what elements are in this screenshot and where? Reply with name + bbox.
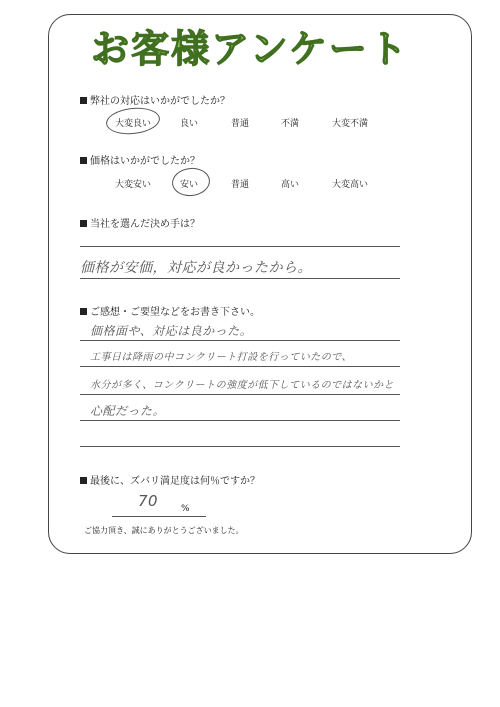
satisfaction-underline bbox=[112, 516, 206, 517]
q4-answer-line-4[interactable]: 心配だった。 bbox=[90, 404, 166, 418]
q2-option-1[interactable]: 大変安い bbox=[114, 180, 152, 190]
q1-option-4[interactable]: 不満 bbox=[280, 119, 300, 129]
square-bullet-icon bbox=[80, 157, 87, 164]
question-3-label: 当社を選んだ決め手は？ bbox=[90, 219, 200, 230]
question-2-label: 価格はいかがでしたか？ bbox=[90, 156, 200, 167]
answer-line bbox=[80, 246, 400, 247]
question-4 bbox=[80, 303, 260, 318]
answer-line bbox=[80, 366, 400, 367]
q1-option-5[interactable]: 大変不満 bbox=[331, 119, 369, 129]
survey-title: お客様アンケート bbox=[91, 27, 409, 71]
question-1-label: 弊社の対応はいかがでしたか？ bbox=[90, 96, 230, 107]
q1-option-1[interactable]: 大変良い bbox=[114, 119, 152, 129]
answer-line bbox=[80, 446, 400, 447]
square-bullet-icon bbox=[80, 97, 87, 104]
satisfaction-value[interactable]: 70 bbox=[138, 492, 159, 510]
square-bullet-icon bbox=[80, 308, 87, 315]
answer-line bbox=[80, 340, 400, 341]
percent-unit: % bbox=[181, 504, 190, 514]
q2-option-5[interactable]: 大変高い bbox=[331, 180, 369, 190]
q1-option-3[interactable]: 普通 bbox=[230, 119, 250, 129]
q2-option-4[interactable]: 高い bbox=[280, 180, 300, 190]
thanks-message: ご協力頂き、誠にありがとうございました。 bbox=[84, 526, 244, 535]
answer-line bbox=[80, 420, 400, 421]
q4-answer-line-2[interactable]: 工事日は降雨の中コンクリート打設を行っていたので、 bbox=[90, 352, 353, 363]
q4-answer-line-3[interactable]: 水分が多く、コンクリートの強度が低下しているのではないかと bbox=[90, 380, 395, 391]
question-4-label: ご感想・ご要望などをお書き下さい。 bbox=[90, 307, 260, 318]
question-2-options bbox=[0, 173, 500, 193]
square-bullet-icon bbox=[80, 220, 87, 227]
square-bullet-icon bbox=[80, 477, 87, 484]
question-1 bbox=[80, 92, 230, 107]
question-5 bbox=[80, 472, 260, 487]
q2-option-2[interactable]: 安い bbox=[179, 180, 199, 190]
answer-line bbox=[80, 278, 400, 279]
question-2 bbox=[80, 152, 200, 167]
answer-line bbox=[80, 394, 400, 395]
question-1-options bbox=[0, 112, 500, 132]
question-3 bbox=[80, 215, 200, 230]
q4-answer-line-1[interactable]: 価格面や、対応は良かった。 bbox=[90, 324, 253, 338]
question-5-label: 最後に、ズバリ満足度は何％ですか？ bbox=[90, 476, 260, 487]
q3-answer[interactable]: 価格が安価，対応が良かったから。 bbox=[80, 260, 312, 276]
q2-option-3[interactable]: 普通 bbox=[230, 180, 250, 190]
q1-option-2[interactable]: 良い bbox=[179, 119, 199, 129]
